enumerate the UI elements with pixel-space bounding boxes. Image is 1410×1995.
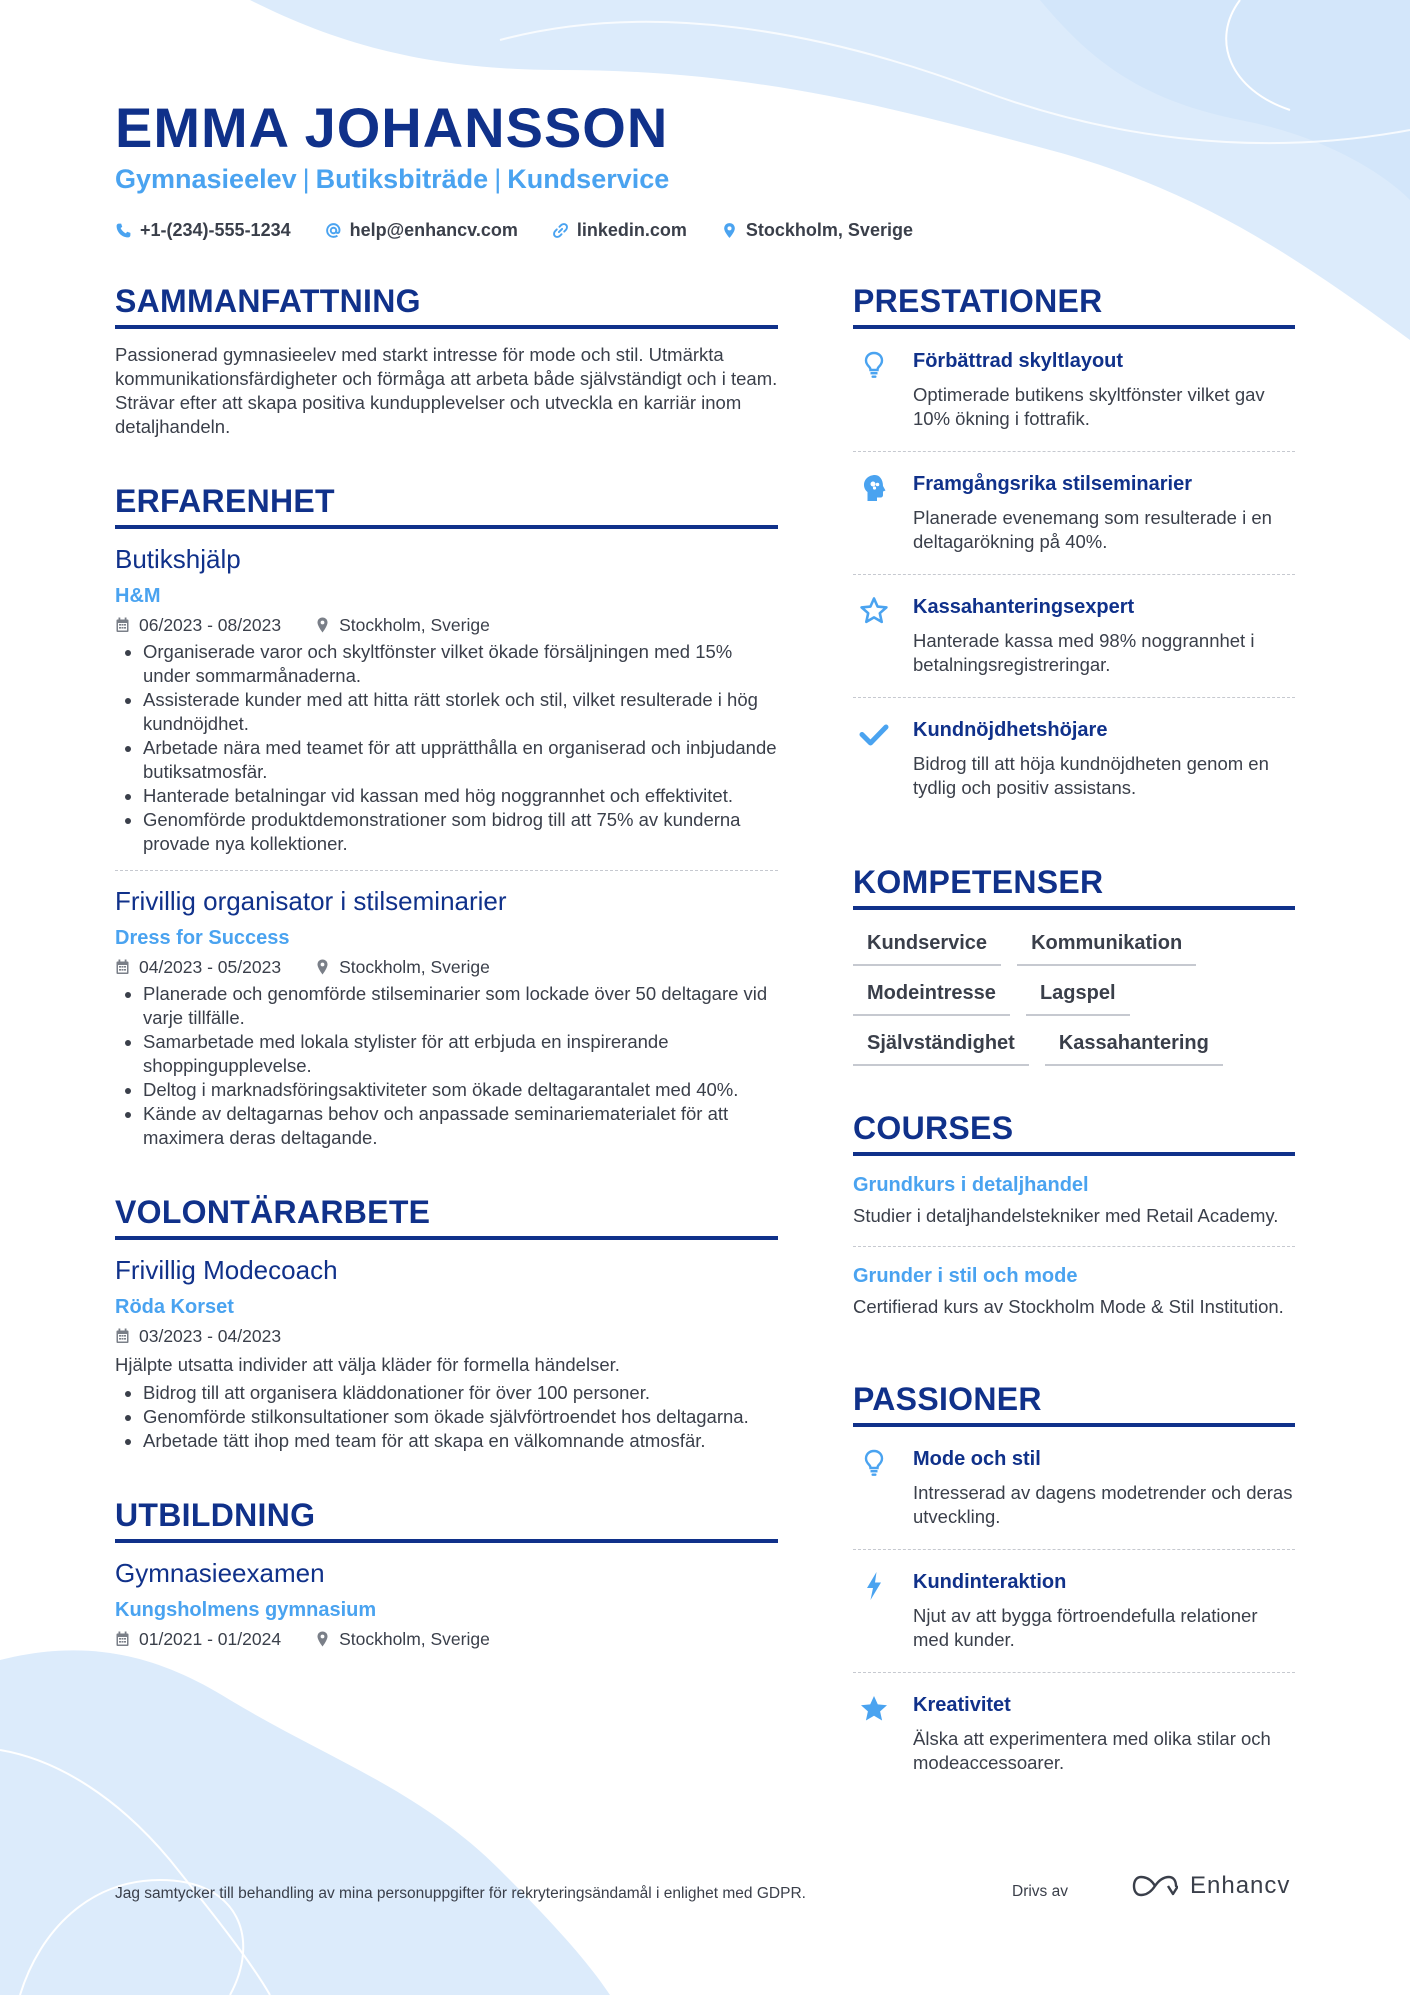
skill-tag: Kommunikation	[1017, 932, 1196, 966]
powered-by-label: Drivs av	[1012, 1883, 1068, 1900]
skill-tag: Kundservice	[853, 932, 1001, 966]
gdpr-consent: Jag samtycker till behandling av mina personuppgifter för rekryteringsändamål i enlighet med GDPR.	[115, 1885, 806, 1902]
enhancv-logo-icon	[1132, 1873, 1178, 1899]
title-separator: |	[494, 164, 502, 194]
course-title: Grunder i stil och mode	[853, 1265, 1078, 1287]
lightbulb-icon	[858, 349, 890, 381]
entry-meta	[115, 957, 778, 978]
achievements-section	[853, 285, 1295, 820]
education-section	[115, 1496, 778, 1650]
phone-icon	[115, 222, 132, 239]
date-text: 03/2023 - 04/2023	[139, 1325, 282, 1346]
passion-text: Älska att experimentera med olika stilar och modeaccessoarer.	[913, 1728, 1271, 1773]
title-2: Butiksbiträde	[315, 164, 489, 194]
entry-meta	[115, 1629, 778, 1650]
section-heading: KOMPETENSER	[853, 866, 1295, 910]
list-item: Arbetade tätt ihop med team för att skapa en välkomnande atmosfär.	[115, 1429, 778, 1453]
bullet-list	[115, 982, 778, 1150]
experience-entry	[115, 529, 778, 856]
entry-meta	[115, 1326, 778, 1347]
experience-section	[115, 485, 778, 1150]
achievement-title: Förbättrad skyltlayout	[913, 350, 1124, 372]
date-text: 01/2021 - 01/2024	[139, 1628, 282, 1649]
passion-text: Njut av att bygga förtroendefulla relationer med kunder.	[913, 1605, 1258, 1650]
experience-entry	[115, 870, 778, 1150]
location-pin-icon	[315, 959, 330, 975]
contact-email[interactable]	[325, 220, 518, 241]
achievement-item	[853, 575, 1295, 698]
passion-item	[853, 1550, 1295, 1673]
at-icon	[325, 222, 342, 239]
list-item: Genomförde produktdemonstrationer som bidrog till att 75% av kunderna provade nya kollektioner.	[115, 808, 778, 856]
achievement-text: Planerade evenemang som resulterade i en deltagarökning på 40%.	[913, 507, 1272, 552]
list-item: Deltog i marknadsföringsaktiviteter som ökade deltagarantalet med 40%.	[115, 1078, 778, 1102]
course-text: Studier i detaljhandelstekniker med Retail Academy.	[853, 1205, 1279, 1226]
location-pin-icon	[315, 617, 330, 633]
title-separator: |	[302, 164, 310, 194]
passion-title: Mode och stil	[913, 1448, 1041, 1470]
skill-tag: Kassahantering	[1045, 1032, 1223, 1066]
location-text: Stockholm, Sverige	[339, 1628, 490, 1649]
school-name: Kungsholmens gymnasium	[115, 1598, 377, 1621]
star-outline-icon	[858, 595, 890, 627]
date-range	[115, 1326, 281, 1347]
skill-tag: Självständighet	[853, 1032, 1029, 1066]
section-heading: PASSIONER	[853, 1383, 1295, 1427]
location-text: Stockholm, Sverige	[339, 956, 490, 977]
skill-tags	[853, 932, 1295, 1066]
volunteer-entry	[115, 1240, 778, 1453]
education-entry	[115, 1543, 778, 1650]
link-icon	[552, 222, 569, 239]
list-item: Genomförde stilkonsultationer som ökade självförtroendet hos deltagarna.	[115, 1405, 778, 1429]
passion-item	[853, 1673, 1295, 1795]
passion-item	[853, 1427, 1295, 1550]
company-name: H&M	[115, 584, 161, 607]
brand-name: Enhancv	[1190, 1872, 1291, 1899]
contact-phone[interactable]	[115, 220, 291, 241]
location-pin-icon	[315, 1631, 330, 1647]
title-1: Gymnasieelev	[115, 164, 297, 194]
contact-bar	[115, 220, 913, 241]
email-text: help@enhancv.com	[349, 220, 518, 240]
job-title: Butikshjälp	[115, 544, 241, 574]
job-titles	[115, 166, 669, 193]
date-range	[115, 1629, 281, 1650]
skills-section	[853, 866, 1295, 1066]
achievement-item	[853, 452, 1295, 575]
passion-text: Intresserad av dagens modetrender och deras utveckling.	[913, 1482, 1293, 1527]
head-icon	[858, 472, 890, 504]
company-name: Dress for Success	[115, 926, 290, 949]
achievement-title: Framgångsrika stilseminarier	[913, 473, 1193, 495]
bullet-list	[115, 640, 778, 856]
left-column	[115, 285, 778, 1696]
list-item: Planerade och genomförde stilseminarier som lockade över 50 deltagare vid varje tillfälle.	[115, 982, 778, 1030]
achievement-text: Hanterade kassa med 98% noggrannhet i betalningsregistreringar.	[913, 630, 1255, 675]
passion-title: Kundinteraktion	[913, 1571, 1067, 1593]
achievement-title: Kundnöjdhetshöjare	[913, 719, 1108, 741]
location-text: Stockholm, Sverige	[339, 614, 490, 635]
role-title: Frivillig Modecoach	[115, 1254, 338, 1285]
job-title: Frivillig organisator i stilseminarier	[115, 885, 507, 916]
brand-logo[interactable]	[1132, 1872, 1290, 1900]
section-heading: COURSES	[853, 1112, 1295, 1156]
section-heading: UTBILDNING	[115, 1499, 778, 1543]
course-text: Certifierad kurs av Stockholm Mode & Stil Institution.	[853, 1296, 1284, 1317]
linkedin-text: linkedin.com	[576, 220, 687, 240]
location-text: Stockholm, Sverige	[745, 220, 913, 240]
right-column	[853, 285, 1295, 1841]
calendar-icon	[115, 1328, 130, 1344]
courses-section	[853, 1112, 1295, 1337]
list-item: Kände av deltagarnas behov och anpassade seminariematerialet för att maximera deras deltagande.	[115, 1102, 778, 1150]
passion-title: Kreativitet	[913, 1694, 1011, 1716]
contact-linkedin[interactable]	[552, 220, 687, 241]
course-title: Grundkurs i detaljhandel	[853, 1174, 1089, 1196]
section-heading: VOLONTÄRARBETE	[115, 1196, 778, 1240]
list-item: Arbetade nära med teamet för att upprätthålla en organiserad och inbjudande butiksatmosfär.	[115, 736, 778, 784]
list-item: Bidrog till att organisera kläddonationer för över 100 personer.	[115, 1381, 778, 1405]
contact-location	[721, 220, 913, 241]
achievement-item	[853, 329, 1295, 452]
achievement-text: Bidrog till att höja kundnöjdheten genom en tydlig och positiv assistans.	[913, 753, 1269, 798]
calendar-icon	[115, 1631, 130, 1647]
list-item: Organiserade varor och skyltfönster vilket ökade försäljningen med 15% under sommarmånaderna.	[115, 640, 778, 688]
course-item	[853, 1156, 1295, 1247]
section-heading: ERFARENHET	[115, 485, 778, 529]
candidate-name: EMMA JOHANSSON	[115, 96, 669, 159]
achievement-title: Kassahanteringsexpert	[913, 596, 1135, 618]
date-text: 06/2023 - 08/2023	[139, 614, 282, 635]
lightbulb-icon	[858, 1447, 890, 1479]
skill-tag: Modeintresse	[853, 982, 1010, 1016]
date-range	[115, 615, 281, 636]
passions-section	[853, 1383, 1295, 1795]
skill-tag: Lagspel	[1026, 982, 1130, 1016]
lightning-icon	[858, 1570, 890, 1602]
summary-text: Passionerad gymnasieelev med starkt intresse för mode och stil. Utmärkta kommunikationsfärdigheter och förmåga att arbeta både självständigt och i team. Strävar efter att skapa positiva kundupplevelser och utveckla en karriär inom detaljhandeln.	[115, 344, 778, 437]
calendar-icon	[115, 617, 130, 633]
list-item: Assisterade kunder med att hitta rätt storlek och stil, vilket resulterade i hög kundnöjdhet.	[115, 688, 778, 736]
list-item: Hanterade betalningar vid kassan med hög noggrannhet och effektivitet.	[115, 784, 778, 808]
bullet-list	[115, 1381, 778, 1453]
entry-meta	[115, 615, 778, 636]
date-range	[115, 957, 281, 978]
volunteer-section	[115, 1193, 778, 1453]
star-icon	[858, 1693, 890, 1725]
phone-text: +1-(234)-555-1234	[140, 220, 291, 240]
calendar-icon	[115, 959, 130, 975]
entry-location	[315, 957, 490, 978]
list-item: Samarbetade med lokala stylister för att erbjuda en inspirerande shoppingupplevelse.	[115, 1030, 778, 1078]
degree-title: Gymnasieexamen	[115, 1557, 325, 1588]
entry-location	[315, 615, 490, 636]
role-description: Hjälpte utsatta individer att välja kläder för formella händelser.	[115, 1353, 620, 1375]
course-item	[853, 1247, 1295, 1337]
organization-name: Röda Korset	[115, 1295, 234, 1318]
title-3: Kundservice	[507, 164, 670, 194]
section-heading: SAMMANFATTNING	[115, 285, 778, 329]
entry-location	[315, 1629, 490, 1650]
summary-section	[115, 285, 778, 439]
achievement-text: Optimerade butikens skyltfönster vilket gav 10% ökning i fottrafik.	[913, 384, 1265, 429]
section-heading: PRESTATIONER	[853, 285, 1295, 329]
location-pin-icon	[721, 222, 738, 239]
achievement-item	[853, 698, 1295, 820]
checkmark-icon	[858, 718, 890, 750]
date-text: 04/2023 - 05/2023	[139, 956, 282, 977]
